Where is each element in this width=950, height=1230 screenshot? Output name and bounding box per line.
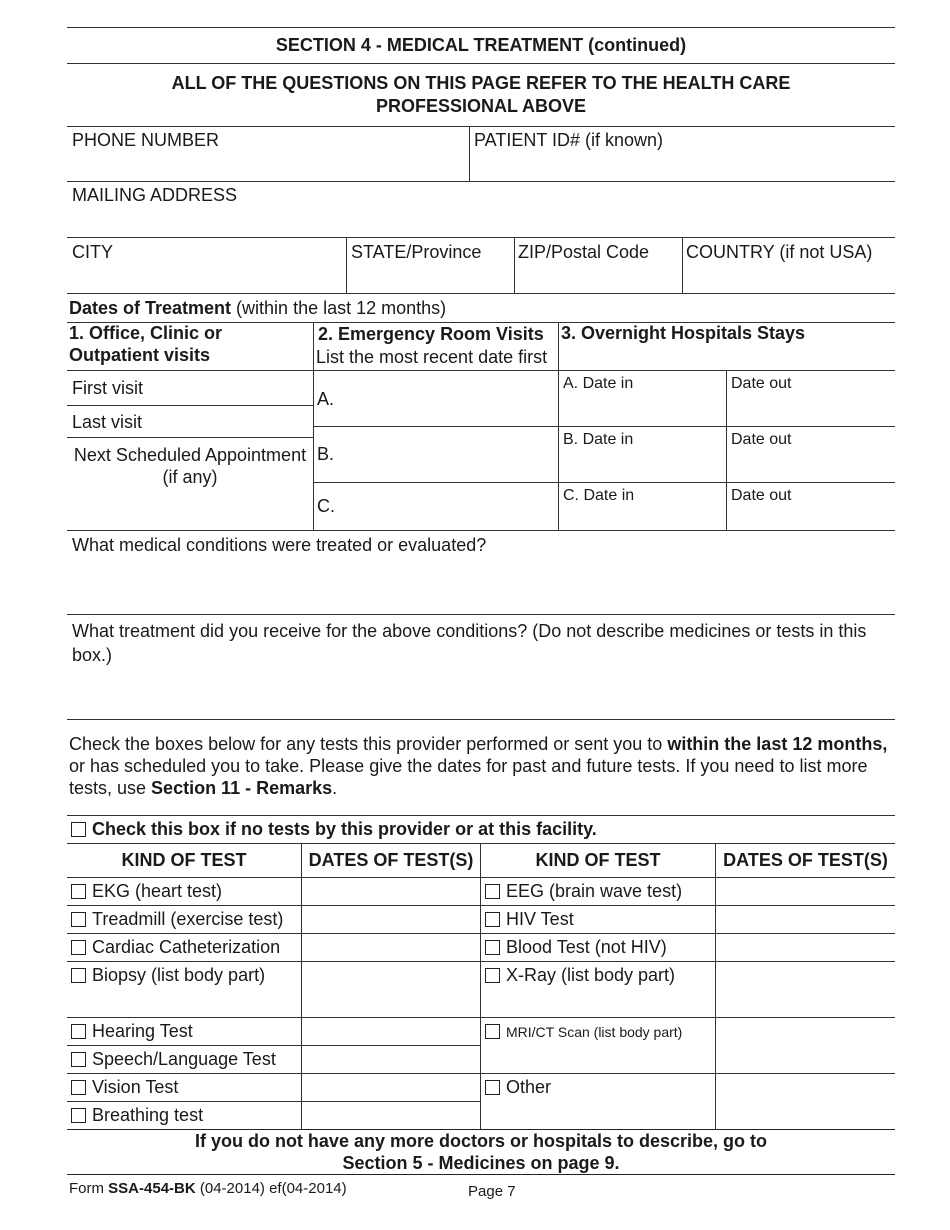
kind-of-test-header-right: KIND OF TEST bbox=[535, 850, 661, 870]
footer-note-line2: Section 5 - Medicines on page 9. bbox=[342, 1153, 620, 1173]
page-number: Page 7 bbox=[468, 1183, 516, 1200]
right-dates-column[interactable] bbox=[716, 878, 895, 1128]
hearing-checkbox[interactable] bbox=[71, 1024, 86, 1039]
section-title: SECTION 4 - MEDICAL TREATMENT (continued) bbox=[275, 35, 687, 55]
hospital-a-date-out-label[interactable]: Date out bbox=[731, 375, 792, 392]
treatment-question: What treatment did you receive for the above conditions? (Do not describe medicines or tests in this box.) bbox=[72, 621, 867, 665]
other-test-checkbox[interactable] bbox=[485, 1080, 500, 1095]
state-field[interactable] bbox=[347, 238, 513, 293]
city-label: CITY bbox=[72, 242, 114, 262]
next-appointment-label-line2: (if any) bbox=[162, 467, 218, 487]
no-tests-option[interactable]: Check this box if no tests by this provider or at this facility. bbox=[71, 818, 597, 840]
test-option-other[interactable]: Other bbox=[485, 1076, 551, 1098]
dates-of-tests-header-right: DATES OF TEST(S) bbox=[723, 850, 888, 870]
left-dates-column[interactable] bbox=[302, 878, 479, 1128]
test-option-speech[interactable]: Speech/Language Test bbox=[71, 1048, 276, 1070]
country-field[interactable] bbox=[683, 238, 895, 293]
state-label: STATE/Province bbox=[351, 242, 482, 262]
country-label: COUNTRY (if not USA) bbox=[686, 242, 873, 262]
last-visit-label: Last visit bbox=[72, 412, 143, 432]
first-visit-label: First visit bbox=[72, 378, 143, 398]
test-option-xray[interactable]: X-Ray (list body part) bbox=[485, 964, 675, 986]
blood-test-checkbox[interactable] bbox=[485, 940, 500, 955]
zip-label: ZIP/Postal Code bbox=[518, 242, 650, 262]
hospital-a-date-in-label[interactable]: A. Date in bbox=[563, 375, 634, 392]
biopsy-checkbox[interactable] bbox=[71, 968, 86, 983]
er-visits-header: 2. Emergency Room Visits bbox=[318, 324, 544, 344]
no-tests-checkbox[interactable] bbox=[71, 822, 86, 837]
test-option-eeg[interactable]: EEG (brain wave test) bbox=[485, 880, 682, 902]
test-option-treadmill[interactable]: Treadmill (exercise test) bbox=[71, 908, 283, 930]
test-option-biopsy[interactable]: Biopsy (list body part) bbox=[71, 964, 265, 986]
next-appointment-label-line1: Next Scheduled Appointment bbox=[73, 445, 307, 465]
zip-field[interactable] bbox=[515, 238, 681, 293]
footer-note-line1: If you do not have any more doctors or hospitals to describe, go to bbox=[194, 1131, 768, 1151]
dates-heading: Dates of Treatment (within the last 12 months) bbox=[69, 298, 447, 318]
office-visits-header-line1: 1. Office, Clinic or bbox=[69, 323, 223, 343]
hospital-b-date-in-label[interactable]: B. Date in bbox=[563, 431, 634, 448]
mri-ct-checkbox[interactable] bbox=[485, 1024, 500, 1039]
treadmill-checkbox[interactable] bbox=[71, 912, 86, 927]
conditions-answer-field[interactable] bbox=[67, 558, 895, 613]
hospital-c-date-in-label[interactable]: C. Date in bbox=[563, 487, 635, 504]
mailing-address-field[interactable] bbox=[67, 182, 895, 237]
city-field[interactable] bbox=[67, 238, 345, 293]
dates-of-tests-header-left: DATES OF TEST(S) bbox=[308, 850, 474, 870]
test-option-breathing[interactable]: Breathing test bbox=[71, 1104, 203, 1126]
tests-instructions: Check the boxes below for any tests this provider performed or sent you to within the last 12 months, or has scheduled you to take. Please give the dates for past and future tests. If you need to list more tests, use Section 11 - Remarks. bbox=[69, 734, 888, 798]
er-visit-a-label[interactable]: A. bbox=[317, 389, 335, 409]
test-option-hearing[interactable]: Hearing Test bbox=[71, 1020, 193, 1042]
er-visit-c-label[interactable]: C. bbox=[317, 496, 335, 516]
patient-id-label: PATIENT ID# (if known) bbox=[474, 130, 664, 150]
eeg-checkbox[interactable] bbox=[485, 884, 500, 899]
vision-checkbox[interactable] bbox=[71, 1080, 86, 1095]
page-subtitle-line2: PROFESSIONAL ABOVE bbox=[375, 96, 587, 116]
test-option-vision[interactable]: Vision Test bbox=[71, 1076, 178, 1098]
conditions-question: What medical conditions were treated or evaluated? bbox=[72, 535, 487, 555]
office-visits-header-line2: Outpatient visits bbox=[69, 345, 211, 365]
kind-of-test-header-left: KIND OF TEST bbox=[121, 850, 247, 870]
treatment-answer-field[interactable] bbox=[67, 668, 895, 718]
mailing-address-label: MAILING ADDRESS bbox=[72, 185, 238, 205]
breathing-checkbox[interactable] bbox=[71, 1108, 86, 1123]
page-subtitle-line1: ALL OF THE QUESTIONS ON THIS PAGE REFER TO THE HEALTH CARE bbox=[171, 73, 791, 93]
form-identifier: Form SSA-454-BK (04-2014) ef(04-2014) bbox=[69, 1180, 347, 1197]
test-option-mri-ct[interactable]: MRI/CT Scan (list body part) bbox=[485, 1021, 682, 1043]
hospital-b-date-out-label[interactable]: Date out bbox=[731, 431, 792, 448]
speech-checkbox[interactable] bbox=[71, 1052, 86, 1067]
ekg-checkbox[interactable] bbox=[71, 884, 86, 899]
test-option-blood[interactable]: Blood Test (not HIV) bbox=[485, 936, 667, 958]
cardiac-cath-checkbox[interactable] bbox=[71, 940, 86, 955]
test-option-hiv[interactable]: HIV Test bbox=[485, 908, 574, 930]
hospital-stays-header: 3. Overnight Hospitals Stays bbox=[561, 323, 806, 343]
phone-number-field[interactable] bbox=[67, 127, 467, 181]
hospital-c-date-out-label[interactable]: Date out bbox=[731, 487, 792, 504]
hiv-checkbox[interactable] bbox=[485, 912, 500, 927]
er-visit-b-label[interactable]: B. bbox=[317, 444, 335, 464]
phone-number-label: PHONE NUMBER bbox=[72, 130, 220, 150]
test-option-ekg[interactable]: EKG (heart test) bbox=[71, 880, 222, 902]
test-option-cardiac-cath[interactable]: Cardiac Catheterization bbox=[71, 936, 280, 958]
patient-id-field[interactable] bbox=[470, 127, 895, 181]
xray-checkbox[interactable] bbox=[485, 968, 500, 983]
er-visits-subheader: List the most recent date first bbox=[316, 347, 548, 367]
